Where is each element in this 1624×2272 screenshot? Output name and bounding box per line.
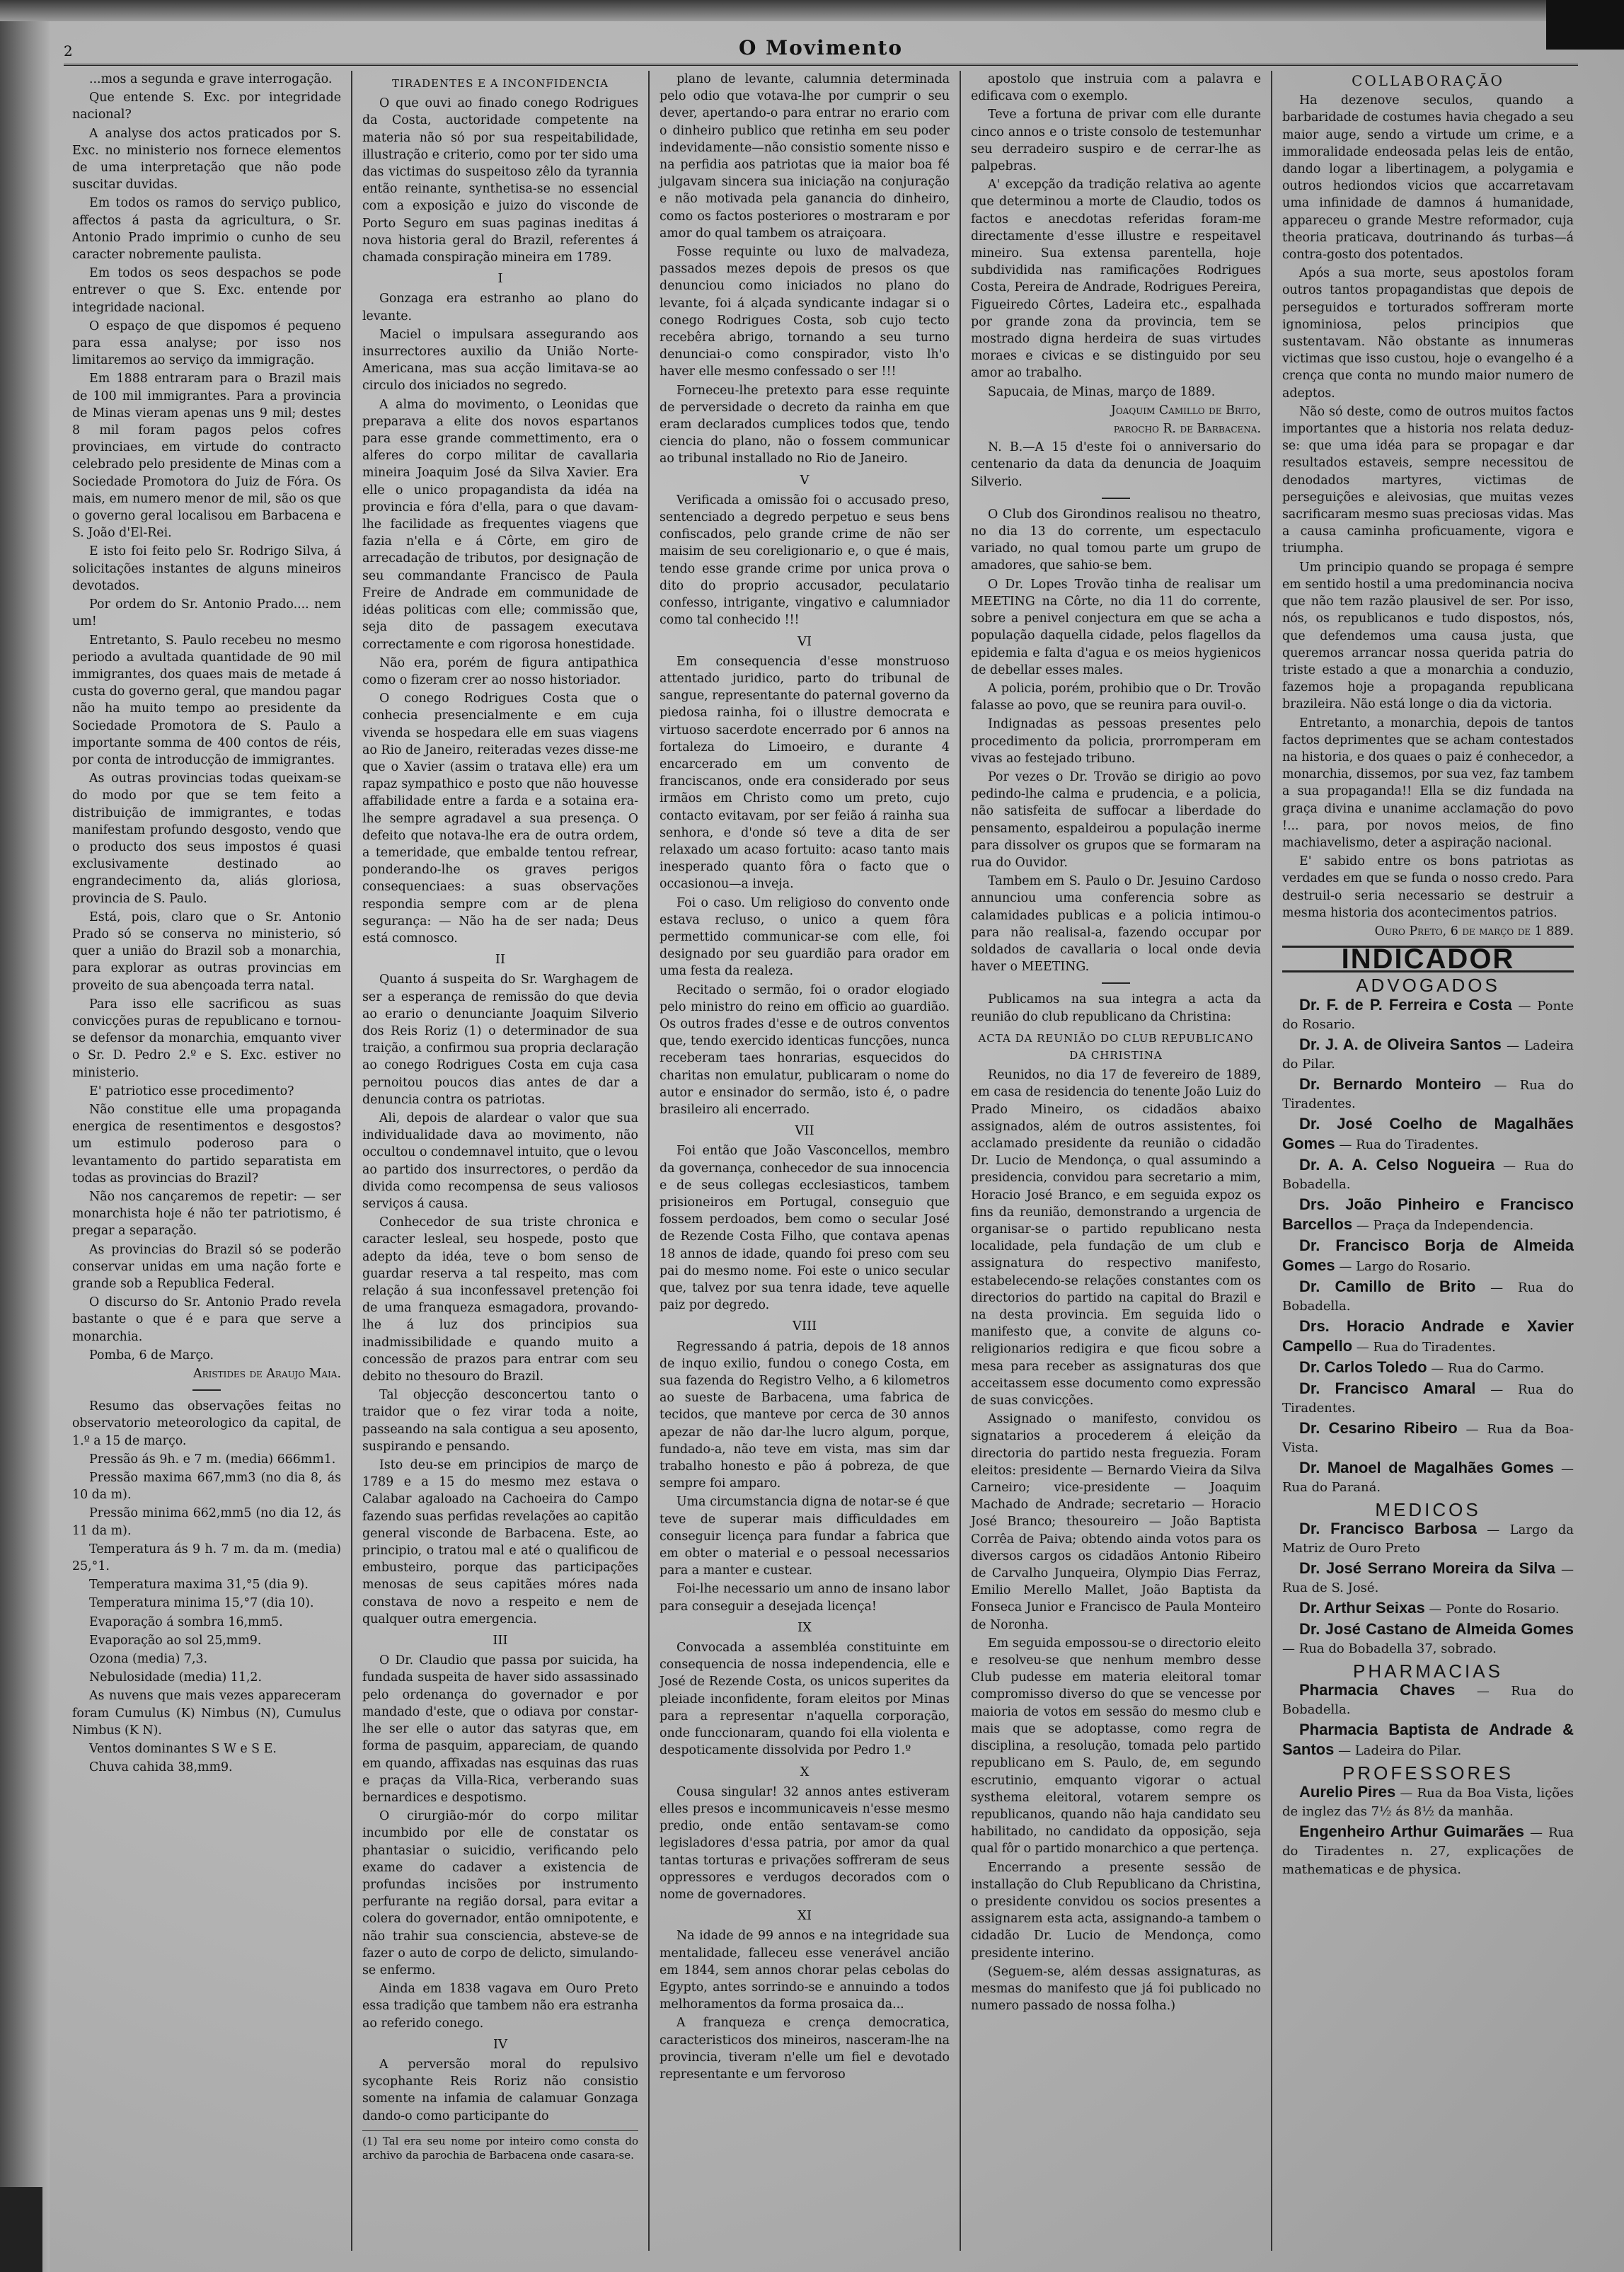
paragraph: Isto deu-se em principios de março de 1789 e a 15 do mesmo mez estava o Calabar agaloado na Cachoeira do Campo fazendo suas perfidas revelações ao capitão general visconde de Barbacena. Este, ao principio, o tratou mal e até o qualificou de embusteiro, porque das participações menosas de seus capitães móres nada constava de novo a respeito e nem de qualquer outra emergencia. xyxy=(362,1458,638,1626)
entry-address: — Rua de S. José. xyxy=(1282,1561,1574,1595)
paragraph: O espaço de que dispomos é pequeno para essa analyse; por isso nos limitaremos ao serviço da immigração. xyxy=(72,319,341,368)
paragraph: apostolo que instruia com a palavra e edificava com o exemplo. xyxy=(971,72,1261,104)
category-heading: MEDICOS xyxy=(1375,1498,1481,1520)
footnote: (1) Tal era seu nome por inteiro como consta do archivo da parochia de Barbacena onde casara-se. xyxy=(362,2130,638,2162)
entry-name: Pharmacia Baptista de Andrade & Santos xyxy=(1282,1720,1574,1758)
entry-name: Drs. Horacio Andrade e Xavier Campello xyxy=(1282,1316,1574,1355)
section-number: V xyxy=(800,472,810,488)
section-body xyxy=(362,290,638,947)
directory-entry xyxy=(1282,1278,1574,1316)
nota-bene: N. B.—A 15 d'este foi o anniversario do centenario da data da denuncia de Joaquim Silverio. xyxy=(971,440,1261,489)
acta-body xyxy=(971,1067,1261,1962)
scan-edge-left xyxy=(0,0,50,2272)
paragraph: Gonzaga era estranho ao plano do levante. xyxy=(362,292,638,323)
paragraph: Evaporação á sombra 16,mm5. xyxy=(89,1614,283,1629)
paragraph: Teve a fortuna de privar com elle durante cinco annos e o triste consolo de testemunhar seu derradeiro suspiro e de cerrar-lhe as palpebras. xyxy=(971,108,1261,174)
paragraph: A analyse dos actos praticados por S. Exc. no ministerio nos fornece elementos de uma interpretação que não pode suscitar duvidas. xyxy=(72,126,341,193)
paragraph: O cirurgião-mór do corpo militar incumbido por elle de constatar os phantasiar o suicidio, verificando pelo exame do cadaver a existencia de profundas incisões por instrumento perfurante na região dorsal, para evitar a colera do governador, então omnipotente, e não trahir sua consciencia, absteve-se de fazer o auto de corpo de delicto, simulando-se enfermo. xyxy=(362,1809,638,1978)
paragraph: Resumo das observações feitas no observatorio meteorologico da capital, de 1.º a 15 de março. xyxy=(72,1399,341,1448)
section-body xyxy=(660,492,950,629)
directory-entry xyxy=(1282,1115,1574,1154)
paragraph: Tambem em S. Paulo o Dr. Jesuino Cardoso annunciou uma conferencia sobre as calamidades publicas e a policia intimou-o para não realisal-a, fazendo occupar por soldados de cavallaria o local onde devia haver o MEETING. xyxy=(971,874,1261,975)
paragraph: Ha dezenove seculos, quando a barbaridade de costumes havia chegado a seu maior auge, sendo a virtude um crime, e a immoralidade endeosada pelas leis de então, dando logar a libertinagem, a polygamia e outros hediondos vicios que accarretavam uma infinidade de damnos á humanidade, appareceu o grande Mestre reformador, cuja theoria praticava, doutrinando ás turbas—á contra-gosto dos potentados. xyxy=(1282,93,1574,263)
indicador-heading: INDICADOR xyxy=(1282,946,1574,973)
entry-address: — Rua do Tiradentes. xyxy=(1335,1137,1479,1152)
paragraph: As provincias do Brazil só se poderão conservar unidas em uma nação forte e grande sob a Republica Federal. xyxy=(72,1242,341,1292)
paragraph: Pomba, 6 de Março. xyxy=(89,1348,214,1362)
paragraph: Ainda em 1838 vagava em Ouro Preto essa tradição que tambem não era estranha ao referido conego. xyxy=(362,1982,638,2031)
article-paragraph: O que ouvi ao finado conego Rodrigues da Costa, auctoridade competente na materia não só por sua respeitabilidade, illustração e criterio, como por ter sido uma das victimas do suspeitoso zêlo da tyrannia então reinante, synthetisa-se no essencial com a exposição e juizo do visconde de Porto Seguro em suas paginas ineditas á nova historia geral do Brazil, referentes á chamada conspiração mineira em 1789. xyxy=(362,96,638,265)
paragraph: Forneceu-lhe pretexto para esse requinte de perversidade o decreto da rainha em que eram declarados cumplices todos que, tendo ciencia do plano, não o fossem communicar ao tribunal installado no Rio de Janeiro. xyxy=(660,383,950,466)
scan-corner xyxy=(0,2187,42,2272)
paragraph: E' sabido entre os bons patriotas as verdades em que se funda o nosso credo. Para destruil-o seria necessario se destruir a mesma historia dos acontecimentos patrios. xyxy=(1282,854,1574,920)
paragraph: Em 1888 entraram para o Brazil mais de 100 mil immigrantes. Para a provincia de Minas vieram apenas uns 9 mil; destes 8 mil foram pagos pelos cofres provinciaes, em virtude do contracto celebrado pelo presidente de Minas com a Sociedade Promotora do Juiz de Fóra. Os mais, em numero menor de mil, são os que o governo geral localisou em Barbacena e S. João d'El-Rei. xyxy=(72,372,341,541)
category-heading: PROFESSORES xyxy=(1342,1762,1514,1784)
column-5 xyxy=(1272,71,1584,2251)
section-body xyxy=(660,1142,950,1314)
paragraph: Ozona (media) 7,3. xyxy=(89,1652,208,1667)
section-body xyxy=(362,971,638,1628)
entry-name: Dr. Arthur Seixas xyxy=(1299,1598,1425,1617)
paragraph: Ventos dominantes S W e S E. xyxy=(89,1742,277,1757)
directory-entry xyxy=(1282,1419,1574,1457)
paragraph: O conego Rodrigues Costa que o conhecia presencialmente e em cuja vivenda se hospedara elle em suas viagens ao Rio de Janeiro, reiteradas vezes disse-me que o Xavier (assim o tratava elle) era um rapaz sympathico e posto que não houvesse affabilidade entre a farda e a sotaina era-lhe sempre agradavel a sua presença. O defeito que notava-lhe era de outra ordem, a temeridade, que embalde tentou refrear, ponderando-lhe os graves perigos consequenciaes: a suas observações respondia sempre com ar de plena segurança: — Não ha de ser nada; Deus está comnosco. xyxy=(362,692,638,946)
entry-address: — Ponte do Rosario. xyxy=(1424,1601,1560,1617)
entry-address: — Largo da Matriz de Ouro Preto xyxy=(1282,1522,1574,1556)
paragraph: As outras provincias todas queixam-se do modo por que se tem feito a distribuição de immigrantes, e todas manifestam profundo desgosto, vendo que o producto dos seus impostos é quasi exclusivamente destinado ao engrandecimento da, aliás gloriosa, provincia de S. Paulo. xyxy=(72,771,341,906)
column-2 xyxy=(352,71,650,2251)
entry-address: — Rua do Tiradentes. xyxy=(1282,1077,1574,1111)
signature-title: parocho R. de Barbacena. xyxy=(1113,422,1261,437)
entry-address: — Rua do Tiradentes. xyxy=(1282,1382,1574,1416)
section-body xyxy=(660,1927,950,2083)
paragraph: O Club dos Girondinos realisou no theatro, no dia 13 do corrente, um espectaculo variado, no qual tomou parte um grupo de amadores, que sahio-se bem. xyxy=(971,507,1261,573)
section-number: IV xyxy=(493,2036,508,2052)
paragraph: Temperatura ás 9 h. 7 m. da m. (media) 25,°1. xyxy=(72,1542,341,1574)
paragraph: Evaporação ao sol 25,mm9. xyxy=(89,1633,262,1648)
section-number: I xyxy=(497,271,503,287)
paragraph: Entretanto, a monarchia, depois de tantos factos deprimentes que se acham contestados na historia, e dos quaes o paiz é conhecedor, a monarchia, dissemos, por sua vez, faz tambem a sua propaganda!! Ella se diz fundada na graça divina e unanime acclamação do povo !... para, por novos meios, de fino machiavelismo, deter a aspiração nacional. xyxy=(1282,716,1574,850)
directory-entry xyxy=(1282,1681,1574,1719)
paragraph: Na idade de 99 annos e na integridade sua mentalidade, falleceu esse venerável ancião em 1844, sem annos chorar pelas cebolas do Egypto, antes sorrindo-se e annuindo a todos melhoramentos da forma prosaica da... xyxy=(660,1929,950,2012)
article-title: TIRADENTES E A INCONFIDENCIA xyxy=(391,77,609,90)
paragraph: E' patriotico esse procedimento? xyxy=(89,1084,294,1098)
paragraph: A policia, porém, prohibio que o Dr. Trovão falasse ao povo, que se reunira para ouvil-o. xyxy=(971,681,1261,713)
entry-name: Dr. Camillo de Brito xyxy=(1299,1277,1476,1295)
entry-address: — Rua do Tiradentes. xyxy=(1352,1339,1496,1355)
directory-entry xyxy=(1282,1520,1574,1558)
category-heading: PHARMACIAS xyxy=(1353,1660,1503,1682)
signature-name: Joaquim Camillo de Brito, xyxy=(1110,403,1261,418)
directory-entry xyxy=(1282,1358,1574,1378)
dateline: Ouro Preto, 6 de março de 1 889. xyxy=(1374,924,1574,939)
entry-name: Dr. A. A. Celso Nogueira xyxy=(1299,1155,1495,1174)
paragraph: Temperatura minima 15,°7 (dia 10). xyxy=(89,1596,314,1611)
paragraph: Em consequencia d'esse monstruoso attentado juridico, parto do tribunal de sangue, representante do paternal governo da piedosa rainha, foi o illustre democrata e virtuoso sacerdote encerrado por 6 annos na fortaleza do Limoeiro, e durante 4 encarcerado em um convento de franciscanos, onde era considerado por seus irmãos em Christo como um preto, cujo contacto evitavam, por ser feião á rainha sua senhora, e d'onde só teve a dita de ser relaxado um acaso fortuito: acaso tanto mais inesperado quanto fôra o facto que o occasionou—a inveja. xyxy=(660,654,950,892)
directory-list xyxy=(1282,1520,1574,1658)
paragraph: O Dr. Lopes Trovão tinha de realisar um MEETING na Côrte, no dia 11 do corrente, sobre a penivel conjectura em que se acha a população daquella cidade, pelos flagellos da epidemia e falta d'agua e os meios hygienicos de debellar esses males. xyxy=(971,577,1261,677)
directory-entry xyxy=(1282,1620,1574,1658)
paragraph: As nuvens que mais vezes appareceram foram Cumulus (K) Nimbus (N), Cumulus Nimbus (K N). xyxy=(72,1689,341,1738)
directory-entry xyxy=(1282,1317,1574,1357)
directory-entry xyxy=(1282,996,1574,1034)
entry-address: — Ladeira do Pilar. xyxy=(1334,1743,1462,1758)
paragraph: Encerrando a presente sessão de installação do Club Republicano da Christina, o presidente convidou os socios presentes a assignarem esta acta, assignando-a tambem o cidadão Dr. Lucio de Mendonça, como presidente interino. xyxy=(971,1860,1261,1961)
paragraph: Não constitue elle uma propaganda energica de resentimentos e desgostos? um estimulo poderoso para o levantamento do partido separatista em todas as provincias do Brazil? xyxy=(72,1102,341,1186)
paragraph: Regressando á patria, depois de 18 annos de inquo exilio, fundou o conego Costa, em sua fazenda do Registro Velho, a 6 kilometros ao sueste de Barbacena, uma fabrica de tecidos, que manteve por cerca de 30 annos apezar de não dar-lhe lucro algum, porque, fundado-a, não teve em vista, mas sim dar trabalho honesto e pão á pobreza, de que sempre foi amparo. xyxy=(660,1339,950,1491)
directory-entry xyxy=(1282,1599,1574,1619)
section-number: VII xyxy=(795,1123,814,1139)
signature: Aristides de Araujo Maia. xyxy=(193,1367,341,1382)
entry-address: — Rua do Carmo. xyxy=(1427,1360,1545,1376)
collaboration-article xyxy=(1282,92,1574,922)
news-items xyxy=(971,506,1261,975)
paragraph: Uma circumstancia digna de notar-se é que teve de superar mais difficuldades em conseguir licença para fundar a fabrica que em obter o material e o pessoal necessarios para a manter e custear. xyxy=(660,1495,950,1578)
paragraph: E isto foi feito pelo Sr. Rodrigo Silva, á solicitações instantes de alguns mineiros devotados. xyxy=(72,544,341,593)
paragraph: Após a sua morte, seus apostolos foram outros tantos propagandistas que depois de perseguidos e torturados soffreram morte ignominiosa, pelos principios que sustentavam. Não obstante as innumeras victimas que isso custou, hoje o evangelho é a crença que conta no mundo maior numero de adeptos. xyxy=(1282,266,1574,401)
acta-intro: Publicamos na sua integra a acta da reunião do club republicano da Christina: xyxy=(971,992,1261,1024)
paragraph: Para isso elle sacrificou as suas convicções puras de republicano e tornou-se defensor da monarchia, emquanto viver o Sr. D. Pedro 2.º e S. Exc. estiver no ministerio. xyxy=(72,997,341,1080)
paragraph: Não era, porém de figura antipathica como o fizeram crer ao nosso historiador. xyxy=(362,655,638,687)
paragraph: Em seguida empossou-se o directorio eleito e resolveu-se que nenhum membro desse Club pudesse em materia eleitoral tomar compromisso diverso do que se vencesse por maioria de votos em sessão do mesmo club e mais que se adoptasse, como regra de disciplina, a resolução, tomada pelo partido republicano em S. Paulo, de, em segundo escrutinio, emquanto vigorar o actual systhema eleitoral, votarem sempre os republicanos, quando não haja candidato seu habilitado, no candidato da opposição, seja qual fôr o partido monarchico a que pertença. xyxy=(971,1636,1261,1857)
paragraph: Pressão ás 9h. e 7 m. (media) 666mm1. xyxy=(89,1452,336,1467)
entry-address: — Rua do Bobadella 37, sobrado. xyxy=(1282,1641,1497,1656)
entry-address: — Rua do Tiradentes n. 27, explicações de mathematicas e de physica. xyxy=(1282,1825,1574,1878)
article-body xyxy=(971,71,1261,401)
paragraph: Pressão maxima 667,mm3 (no dia 8, ás 10 da m). xyxy=(72,1471,341,1503)
divider xyxy=(192,1389,221,1391)
paragraph: Fosse requinte ou luxo de malvadeza, passados mezes depois de presos os que denunciou como iniciados no plano do levante, foi á alçada syndicante indagar si o conego Rodrigues Costa, sob cujo tecto recebêra abrigo, tornando a seu turno denunciai-o como conspirador, visto lh'o haver elle mesmo confessado o ser !!! xyxy=(660,245,950,379)
newspaper-title: O Movimento xyxy=(738,36,904,59)
paragraph: plano de levante, calumnia determinada pelo odio que votava-lhe por cumprir o seu dever, apertando-o para entrar no erario com o dinheiro publico que retinha em seu poder indevidamente—não consistio somente nisso e na perfidia aos patriotas que ia maior boa fé julgavam sincera sua iniciação na conjuração e não motivada pela ganancia do dinheiro, como os factos posteriores o mostraram e por amor do qual tambem os atraiçoara. xyxy=(660,72,950,241)
paragraph: A perversão moral do repulsivo sycophante Reis Roriz não consistio somente na infamia de calamuar Gonzaga dando-o como participante do xyxy=(362,2057,638,2123)
meteorology-report xyxy=(72,1398,341,1776)
article-body xyxy=(72,71,341,1364)
paragraph: Maciel o impulsara assegurando aos insurrectores auxilio da União Norte-Americana, mas sua acção limitava-se ao circulo dos iniciados no segredo. xyxy=(362,327,638,394)
section-number: VI xyxy=(797,633,812,649)
directory-entry xyxy=(1282,1156,1574,1194)
entry-address: — Largo do Rosario. xyxy=(1335,1258,1471,1274)
paragraph: O Dr. Claudio que passa por suicida, ha fundada suspeita de haver sido assassinado pelo ordenança do governador e por mandado d'este, que o odiava por constar-lhe ser elle o autor das satyras que, em forma de pasquim, appareciam, de quando em quando, affixadas nas esquinas das ruas e praças da Villa-Rica, verberando suas bernardices e despotismo. xyxy=(362,1653,638,1805)
paragraph: Indignadas as pessoas presentes pelo procedimento da policia, prorromperam em vivas ao festejado tribuno. xyxy=(971,717,1261,766)
directory-entry xyxy=(1282,1559,1574,1597)
paragraph: Nebulosidade (media) 11,2. xyxy=(89,1670,263,1685)
paragraph: Não nos cançaremos de repetir: — ser monarchista hoje é não ter patriotismo, é pregar a separação. xyxy=(72,1190,341,1239)
entry-address: — Rua da Boa-Vista. xyxy=(1282,1421,1574,1455)
section-heading: COLLABORAÇÃO xyxy=(1352,72,1504,89)
section-body xyxy=(660,1338,950,1615)
acta-footer: (Seguem-se, além dessas assignaturas, as mesmas do manifesto que já foi publicado no numero passado de nossa folha.) xyxy=(971,1964,1261,2014)
entry-name: Drs. João Pinheiro e Francisco Barcellos xyxy=(1282,1195,1574,1233)
section-number: VIII xyxy=(792,1319,817,1334)
entry-name: Dr. José Serrano Moreira da Silva xyxy=(1299,1559,1555,1577)
column-4 xyxy=(961,71,1272,2251)
paragraph: Conhecedor de sua triste chronica e caracter lesleal, seu hospede, posto que adepto da idéa, teve o bom senso de guardar reserva a tal respeito, mas com relação á sua inconfessavel pretenção foi de uma franqueza esmagadora, provando-lhe á luz dos principios sua inadmissibilidade e quando muito a concessão de prazos para entrar com seu debito no thesouro do Brazil. xyxy=(362,1215,638,1384)
divider xyxy=(1102,498,1130,499)
paragraph: Sapucaia, de Minas, março de 1889. xyxy=(988,384,1216,399)
entry-address: — Ponte do Rosario. xyxy=(1282,998,1574,1032)
entry-address: — Ladeira do Pilar. xyxy=(1282,1038,1574,1072)
entry-name: Aurelio Pires xyxy=(1299,1783,1396,1801)
paragraph: Foi-lhe necessario um anno de insano labor para conseguir a desejada licença! xyxy=(660,1582,950,1614)
paragraph: A' excepção da tradição relativa ao agente que determinou a morte de Claudio, todos os factos e anecdotas referidas foram-me directamente d'esse illustre e respeitavel mineiro. Sua extensa parentella, hoje subdividida nas ramificações Rodrigues Costa, Pereira de Andrade, Rodrigues Pereira, Figueiredo Côrtes, Ladeira etc., espalhada por grande zona da provincia, tem se mostrado digna herdeira de suas virtudes moraes e civicas e se distinguido por seu amor ao trabalho. xyxy=(971,178,1261,381)
entry-name: Engenheiro Arthur Guimarães xyxy=(1299,1823,1525,1841)
paragraph: Assignado o manifesto, convidou os signatarios a procederem á eleição da directoria do partido nesta freguezia. Foram eleitos: presidente — Bernardo Vieira da Silva Carneiro; vice-presidente — Joaquim Machado de Andrade; secretario — Horacio José Branco; thesoureiro — João Baptista Corrêa de Paiva; obtendo ainda votos para os diversos cargos os cidadãos Antonio Ribeiro de Carvalho Junqueira, Olympio Dias Ferraz, Emilio Merello Mallet, João Baptista da Fonseca Junior e Francisco de Paula Monteiro de Noronha. xyxy=(971,1412,1261,1632)
entry-address: — Rua do Paraná. xyxy=(1282,1461,1574,1495)
paragraph: O discurso do Sr. Antonio Prado revela bastante o que é e para que serve a monarchia. xyxy=(72,1295,341,1344)
paragraph: Foi o caso. Um religioso do convento onde estava recluso, o unico a quem fôra permettido communicar-se com elle, foi designado por seu guardião para orador em uma festa da realeza. xyxy=(660,895,950,979)
paragraph: Convocada a assembléa constituinte em consequencia de nossa independencia, elle e José de Rezende Costa, os unicos superites da pleiade inconfidente, foram eleitos por Minas para a representar n'aquella corporação, onde funccionaram, quando foi ella violenta e despoticamente dissolvida por Pedro 1.º xyxy=(660,1641,950,1758)
entry-name: Pharmacia Chaves xyxy=(1299,1680,1456,1699)
scan-edge-top xyxy=(0,0,1624,21)
entry-address: — Rua do Bobadella. xyxy=(1282,1683,1574,1717)
category-heading: ADVOGADOS xyxy=(1356,975,1500,997)
directory-entry xyxy=(1282,1459,1574,1497)
section-body xyxy=(362,2056,638,2125)
paragraph: Um principio quando se propaga é sempre em sentido hostil a uma predominancia nociva que não tem razão plausivel de ser. Por isso, nós, os republicanos e tudo dispostos, nós, que defendemos uma causa justa, que queremos arrancar nossa querida patria do triste estado a que a monarchia a conduzio, fazemos hoje a propaganda republicana brazileira. Não está longe o dia da victoria. xyxy=(1282,560,1574,712)
entry-address: — Praça da Independencia. xyxy=(1352,1217,1534,1233)
paragraph: Quanto á suspeita do Sr. Warghagem de ser a esperança de remissão do que devia ao erario o denunciante Joaquim Silverio dos Reis Roriz (1) o determinador de sua traição, a confirmou sua propria declaração ao conego Rodrigues Costa em cuja casa pernoitou poucos dias antes de dar a denuncia contra os patriotas. xyxy=(362,973,638,1107)
entry-name: Dr. Carlos Toledo xyxy=(1299,1358,1427,1376)
acta-title: ACTA DA REUNIÃO DO CLUB REPUBLICANO DA CHRISTINA xyxy=(978,1031,1254,1062)
section-number: II xyxy=(495,952,506,968)
section-body xyxy=(660,1784,950,1903)
directory-entry xyxy=(1282,1721,1574,1760)
section-number: III xyxy=(493,1633,508,1648)
entry-name: Dr. Francisco Amaral xyxy=(1299,1379,1476,1397)
entry-name: Dr. Bernardo Monteiro xyxy=(1299,1074,1482,1093)
paragraph: Verificada a omissão foi o accusado preso, sentenciado a degredo perpetuo e seus bens confiscados, pelo grande crime de não ser maisim de seu coreligionario e, o que é mais, tendo esse grande crime por unica prova o dito do proprio accusador, peculatario confesso, intrigante, vingativo e calumniador como tal conhecido !!! xyxy=(660,493,950,628)
directory-list xyxy=(1282,1681,1574,1760)
paragraph: A franqueza e crença democratica, caracteristicos dos mineiros, nasceram-lhe na provincia, tiveram n'elle um fiel e devotado representante e um fervoroso xyxy=(660,2016,950,2082)
entry-address: — Rua do Bobadella. xyxy=(1282,1280,1574,1314)
directory-list xyxy=(1282,1783,1574,1879)
column-3 xyxy=(650,71,961,2251)
paragraph: Pressão minima 662,mm5 (no dia 12, ás 11 da m). xyxy=(72,1506,341,1538)
page-number: 2 xyxy=(64,42,73,59)
section-number: X xyxy=(800,1764,810,1779)
column-1 xyxy=(62,71,352,2251)
paragraph: Tal objecção desconcertou tanto o traidor que o fez virar toda a noite, passeando na sala contigua a seu aposento, suspirando e pensando. xyxy=(362,1388,638,1454)
entry-name: Dr. José Coelho de Magalhães Gomes xyxy=(1282,1114,1574,1152)
paragraph: Por ordem do Sr. Antonio Prado.... nem um! xyxy=(72,597,341,629)
directory-entry xyxy=(1282,1237,1574,1276)
entry-name: Dr. José Castano de Almeida Gomes xyxy=(1299,1619,1574,1638)
paragraph: Cousa singular! 32 annos antes estiveram elles presos e incommunicaveis n'esse mesmo predio, onde então sentavam-se como legisladores d'essa patria, por amor da qual tantas torturas e privações soffreram de seus oppressores e verdugos decorados com o nome de governadores. xyxy=(660,1784,950,1902)
paragraph: Em todos os seos despachos se pode entrever o que S. Exc. entende por integridade nacional. xyxy=(72,266,341,315)
entry-address: — Rua do Bobadella. xyxy=(1282,1158,1574,1192)
entry-name: Dr. Manoel de Magalhães Gomes xyxy=(1299,1458,1554,1476)
columns xyxy=(62,71,1584,2251)
directory-entry xyxy=(1282,1035,1574,1074)
entry-name: Dr. F. de P. Ferreira e Costa xyxy=(1299,995,1512,1014)
paragraph: ...mos a segunda e grave interrogação. xyxy=(89,72,333,86)
directory-entry xyxy=(1282,1075,1574,1113)
entry-name: Dr. J. A. de Oliveira Santos xyxy=(1299,1035,1502,1053)
paragraph: Não só deste, como de outros muitos factos importantes que a historia nos relata deduz-se: que uma idéa para se propagar e dar resultados estaveis, sempre necessitou de denodados martyres, victimas de perseguições e aleivosias, que muitas vezes sacrificaram mesmo suas preciosas vidas. Mas a causa caminha proficuamente, vigora e triumpha. xyxy=(1282,404,1574,556)
paragraph: Temperatura maxima 31,°5 (dia 9). xyxy=(89,1578,309,1593)
directory-list xyxy=(1282,996,1574,1497)
paragraph: Que entende S. Exc. por integridade nacional? xyxy=(72,91,341,122)
paragraph: Foi então que João Vasconcellos, membro da governança, conhecedor de sua innocencia e de seus collegas ecclesiasticos, tambem prisioneiros em Portugal, conseguio que fossem perdoados, bem como o secular José de Rezende Costa Filho, que contava apenas 18 annos de idade, quando foi preso com seu pai do mesmo nome. Foi este o unico secular que, talvez por sua tenra idade, teve aquelle paiz por degredo. xyxy=(660,1144,950,1313)
section-body xyxy=(660,1639,950,1759)
entry-name: Dr. Francisco Barbosa xyxy=(1299,1519,1477,1537)
paragraph: Ali, depois de alardear o valor que sua individualidade dava ao movimento, não occultou o condemnavel intuito, que o levou ao partido dos insurrectores, o perdão da divida como recompensa de seus valiosos serviços á causa. xyxy=(362,1111,638,1211)
paragraph: Recitado o sermão, foi o orador elogiado pelo ministro do reino em officio ao guardião. Os outros frades d'esse e de outros conventos que, tendo exercido identicas funcções, nunca receberam taes honrarias, esquecidos do charitas non emulatur, publicaram o nome do autor e ensinador do sermão, isto é, o padre brasileiro ali encerrado. xyxy=(660,982,950,1117)
directory-entry xyxy=(1282,1823,1574,1879)
paragraph: A alma do movimento, o Leonidas que preparava a elite dos novos espartanos para esse grande commettimento, era o alferes do corpo militar de cavallaria mineira Joaquim José da Silva Xavier. Era elle o unico propagandista da idéa na provincia e fóra d'ella, para o que davam-lhe facilidade as frequentes viagens que fazia n'ella e á Côrte, em giro de arrecadação de tributos, por designação de seu commandante Francisco de Paula Freire de Andrade em communidade de idéas politicas com elle; commissão que, seja dito de passagem executava correctamente e com rigorosa honestidade. xyxy=(362,397,638,652)
entry-name: Dr. Francisco Borja de Almeida Gomes xyxy=(1282,1236,1574,1274)
paragraph: Está, pois, claro que o Sr. Antonio Prado só se conserva no ministerio, só quer a união do Brazil sob a monarchia, para explorar as outras provincias em proveito de sua abençoada terra natal. xyxy=(72,910,341,993)
divider xyxy=(1102,982,1130,984)
directory-entry xyxy=(1282,1783,1574,1821)
section-body xyxy=(362,1652,638,2031)
entry-address: — Rua da Boa Vista, lições de inglez das 7½ ás 8½ da manhãa. xyxy=(1282,1786,1574,1820)
entry-name: Dr. Cesarino Ribeiro xyxy=(1299,1418,1458,1437)
directory-entry xyxy=(1282,1379,1574,1418)
paragraph: Em todos os ramos do serviço publico, affectos á pasta da agricultura, o Sr. Antonio Prado imprimio o cunho de seu caracter nobremente paulista. xyxy=(72,196,341,263)
paragraph: Por vezes o Dr. Trovão se dirigio ao povo pedindo-lhe calma e prudencia, e a policia, não satisfeita de suffocar a liberdade do pensamento, espaldeirou a população inerme para dissolver os grupos que se formaram na rua do Ouvidor. xyxy=(971,769,1261,870)
directory-entry xyxy=(1282,1195,1574,1235)
masthead xyxy=(64,34,1578,66)
section-number: IX xyxy=(797,1619,812,1635)
paragraph: Reunidos, no dia 17 de fevereiro de 1889, em casa de residencia do tenente João Luiz do Prado Mineiro, os cidadãos abaixo assignados, além de outros assistentes, foi acclamado presidente da reunião o cidadão Dr. Lucio de Mendonça, o qual assumindo a presidencia, convidou para secretario a mim, Horacio José Branco, e em seguida expoz os fins da reunião, demonstrando a urgencia de organisar-se o partido republicano nesta localidade, pela fundação de um club e assignatura do respectivo manifesto, estabelecendo-se relações constantes com os directorios do partido na capital do Brazil e na desta provincia. Em seguida lido o manifesto que, a convite de alguns co-religionarios redigira e que ficou sobre a mesa para receber as assignaturas dos que acceitassem esse documento como expressão de suas convicções. xyxy=(971,1068,1261,1408)
section-body xyxy=(660,71,950,468)
section-body xyxy=(660,653,950,1118)
paragraph: Entretanto, S. Paulo recebeu no mesmo periodo a avultada quantidade de 90 mil immigrantes, dos quaes mais de metade á custa do governo geral, que mandou pagar não ha muito tempo ao presidente da Sociedade Promotora de S. Paulo a importante somma de 400 contos de réis, por conta de introducção de immigrantes. xyxy=(72,633,341,767)
section-number: XI xyxy=(797,1908,812,1924)
paragraph: Chuva cahida 38,mm9. xyxy=(89,1760,233,1775)
